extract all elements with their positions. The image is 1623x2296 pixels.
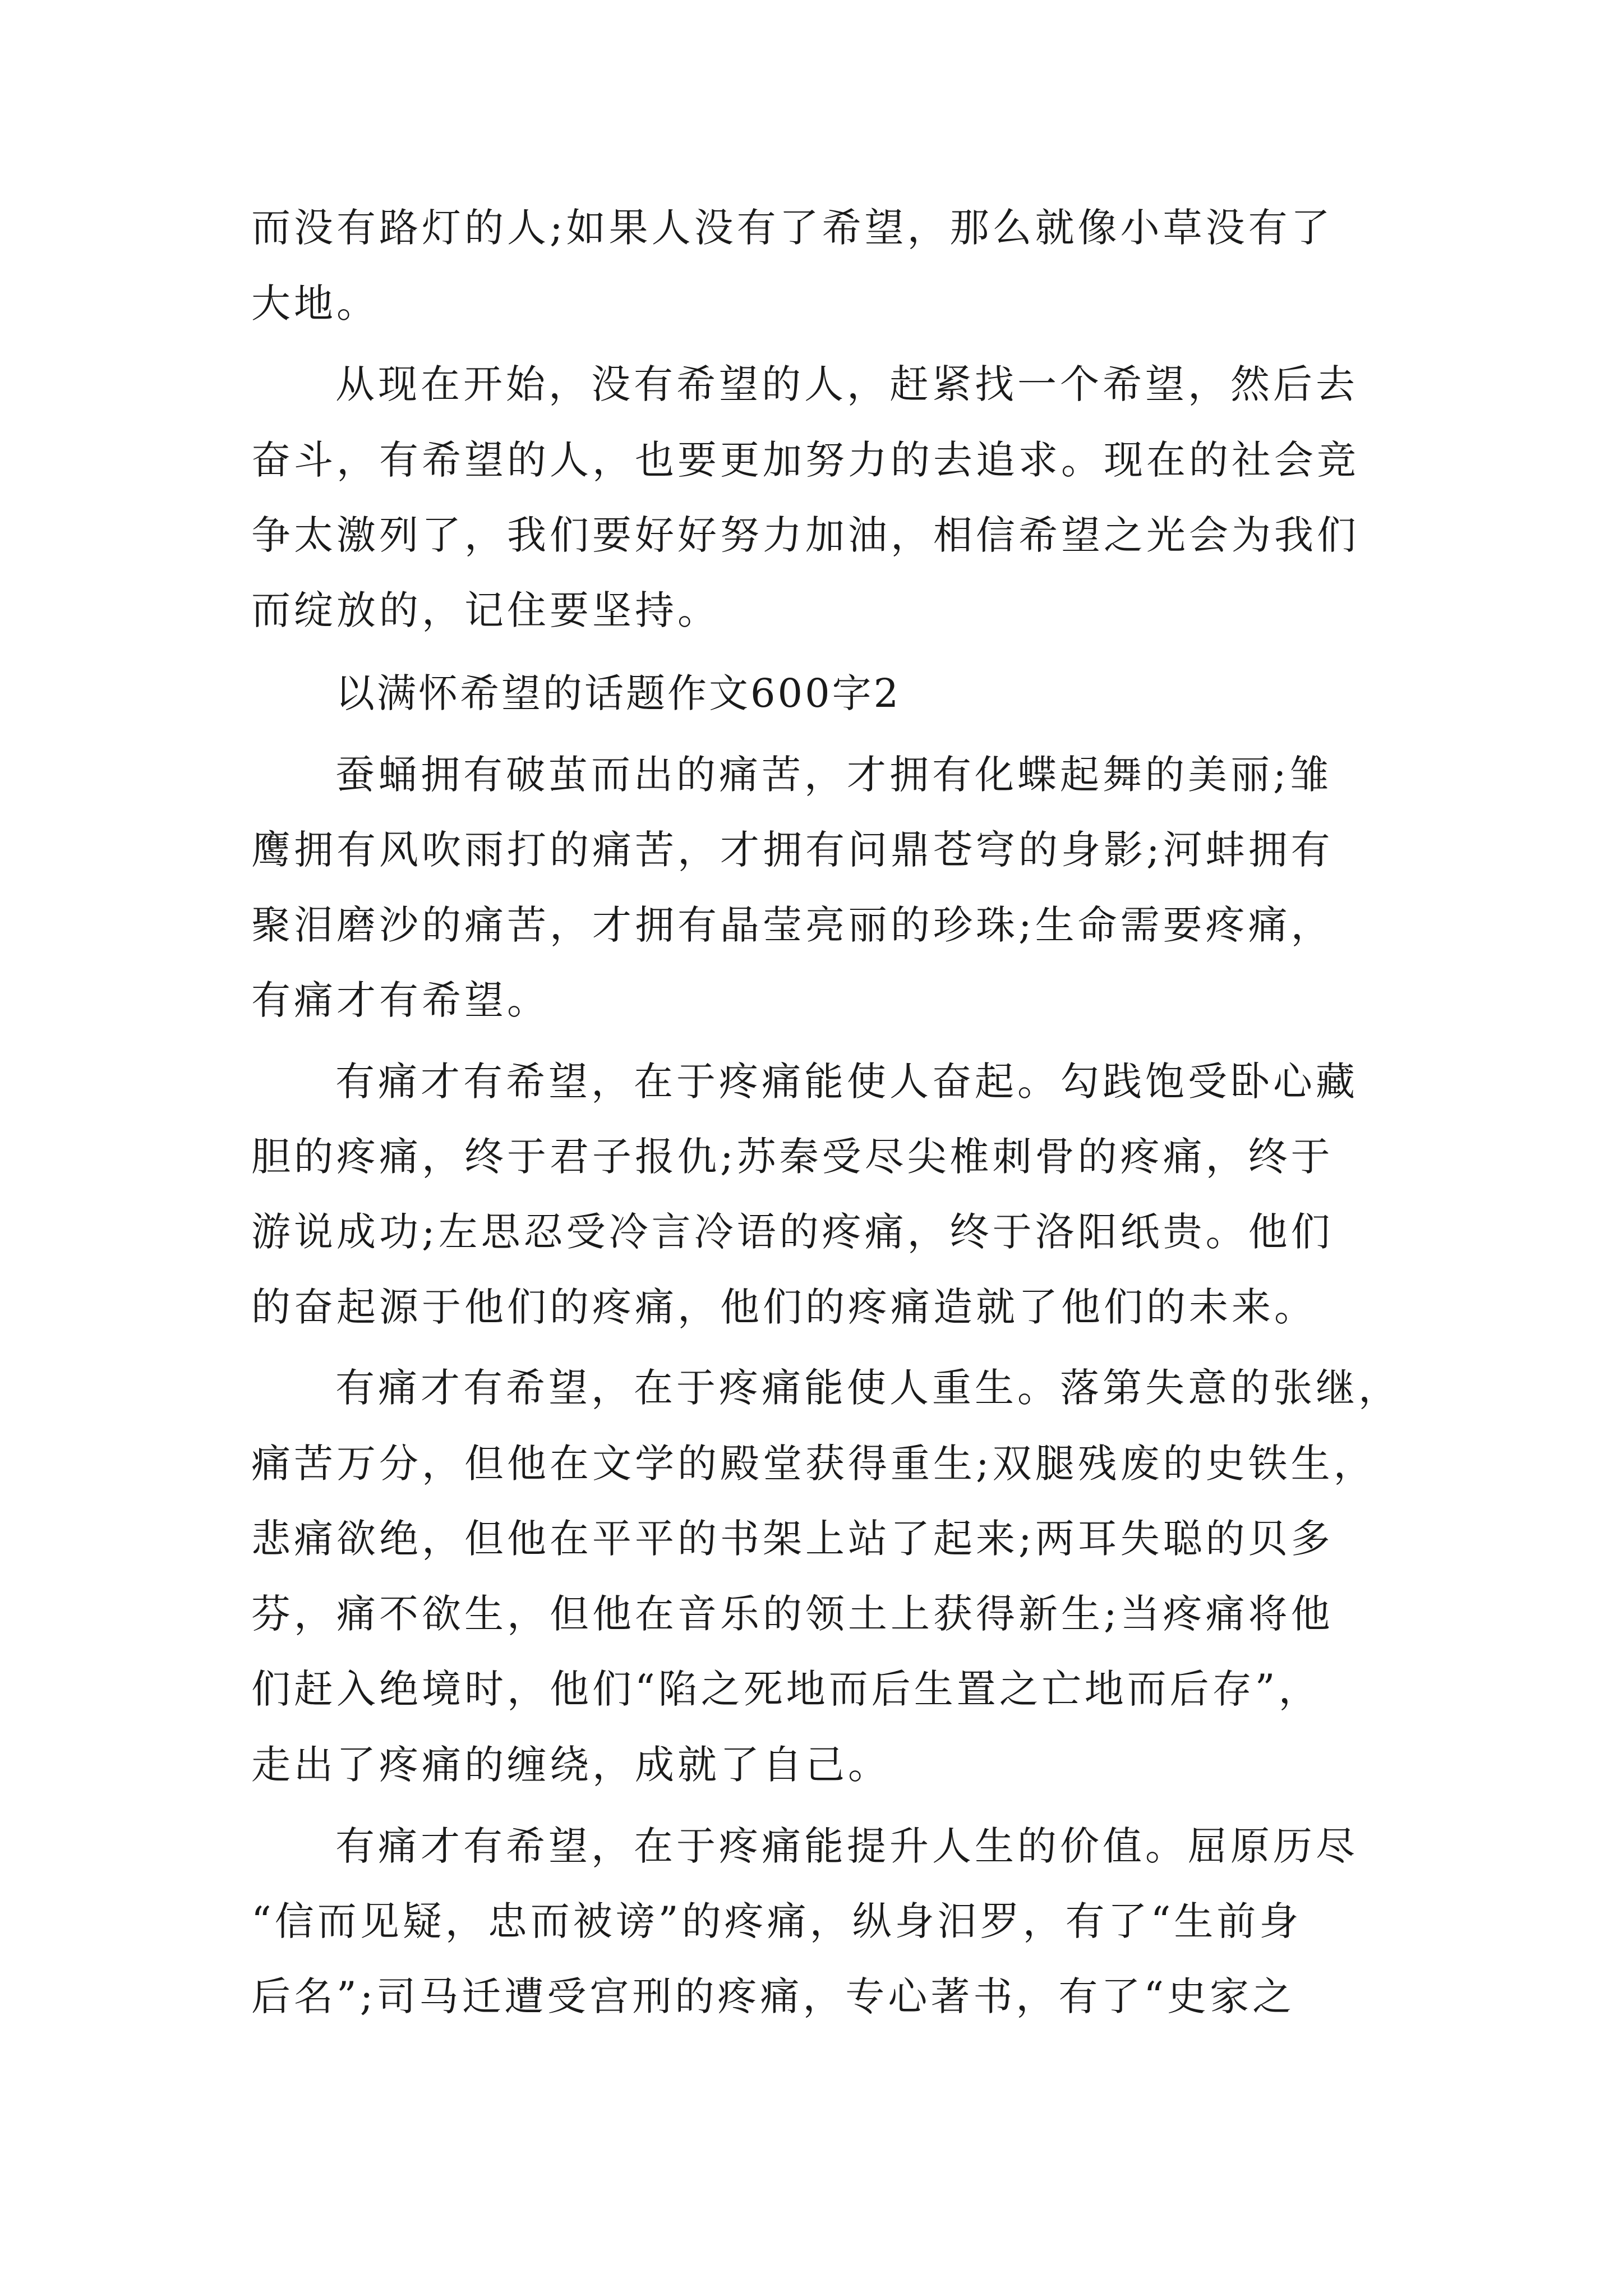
- text-line: 大地。: [251, 280, 379, 326]
- text-line: 们赶入绝境时，他们“陷之死地而后生置之亡地而后存”，: [251, 1666, 1321, 1712]
- text-line: 胆的疼痛，终于君子报仇;苏秦受尽尖椎刺骨的疼痛，终于: [251, 1134, 1334, 1180]
- text-line: 走出了疼痛的缠绕，成就了自己。: [251, 1742, 891, 1788]
- text-line: 而没有路灯的人;如果人没有了希望，那么就像小草没有了: [251, 205, 1334, 251]
- section-heading: 以满怀希望的话题作文600字2: [335, 670, 901, 716]
- paragraph-first-line: 从现在开始，没有希望的人，赶紧找一个希望，然后去: [335, 361, 1358, 407]
- text-line: 而绽放的，记住要坚持。: [251, 587, 720, 633]
- text-line: 游说成功;左思忍受冷言冷语的疼痛，终于洛阳纸贵。他们: [251, 1209, 1334, 1255]
- text-line: 悲痛欲绝，但他在平平的书架上站了起来;两耳失聪的贝多: [251, 1516, 1334, 1562]
- text-line: 聚泪磨沙的痛苦，才拥有晶莹亮丽的珍珠;生命需要疼痛，: [251, 902, 1334, 948]
- text-line: 奋斗，有希望的人，也要更加努力的去追求。现在的社会竞: [251, 437, 1359, 483]
- paragraph-first-line: 有痛才有希望，在于疼痛能使人奋起。勾践饱受卧心藏: [335, 1059, 1358, 1105]
- paragraph-first-line: 蚕蛹拥有破茧而出的痛苦，才拥有化蝶起舞的美丽;雏: [335, 752, 1332, 798]
- text-line: 的奋起源于他们的疼痛，他们的疼痛造就了他们的未来。: [251, 1284, 1317, 1330]
- text-line: 芬，痛不欲生，但他在音乐的领土上获得新生;当疼痛将他: [251, 1591, 1334, 1637]
- text-line: 鹰拥有风吹雨打的痛苦，才拥有问鼎苍穹的身影;河蚌拥有: [251, 827, 1334, 873]
- text-line: “信而见疑，忠而被谤”的疼痛，纵身汨罗，有了“生前身: [251, 1898, 1302, 1944]
- paragraph-first-line: 有痛才有希望，在于疼痛能使人重生。落第失意的张继，: [335, 1365, 1401, 1411]
- text-line: 有痛才有希望。: [251, 977, 550, 1023]
- text-line: 争太激列了，我们要好好努力加油，相信希望之光会为我们: [251, 512, 1359, 558]
- paragraph-first-line: 有痛才有希望，在于疼痛能提升人生的价值。屈原历尽: [335, 1823, 1358, 1869]
- text-line: 痛苦万分，但他在文学的殿堂获得重生;双腿残废的史铁生，: [251, 1441, 1376, 1487]
- text-line: 后名”;司马迁遭受宫刑的疼痛，专心著书，有了“史家之: [251, 1973, 1295, 2019]
